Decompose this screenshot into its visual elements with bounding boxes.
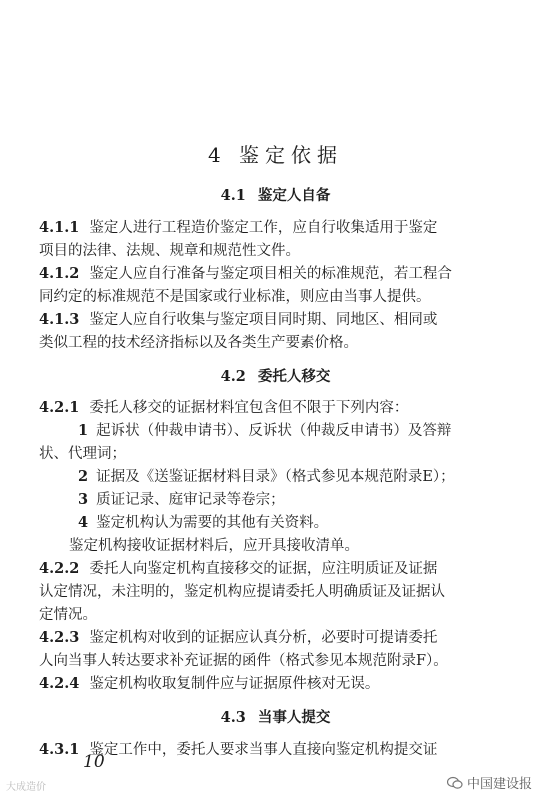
- list-item-1-line1: [78, 421, 451, 441]
- clause-text: 鉴定机构对收到的证据应认真分析，必要时可提请委托: [89, 630, 438, 646]
- list-item-3: [78, 490, 285, 510]
- clause-text: 委托人移交的证据材料宜包含但不限于下列内容：: [89, 400, 409, 416]
- section-number: 4.1: [220, 187, 246, 204]
- section-label: 委托人移交: [257, 369, 331, 385]
- list-item-1-line2: 状、代理词；: [39, 446, 126, 462]
- watermark-left: 大成造价: [6, 782, 46, 793]
- section-title-4-3: [0, 706, 551, 727]
- list-item-number: 1: [78, 422, 89, 439]
- list-item-2: [78, 467, 455, 487]
- list-item-number: 3: [78, 491, 89, 508]
- section-label: 鉴定人自备: [257, 188, 331, 204]
- page-number: 10: [83, 752, 105, 772]
- clause-text: 鉴定人应自行收集与鉴定项目同时期、同地区、相同或: [89, 312, 438, 328]
- clause-text: 鉴定人进行工程造价鉴定工作，应自行收集适用于鉴定: [89, 220, 438, 236]
- clause-text: 鉴定工作中，委托人要求当事人直接向鉴定机构提交证: [89, 742, 438, 758]
- section-label: 当事人提交: [257, 710, 331, 726]
- clause-4-1-1-line2: 项目的法律、法规、规章和规范性文件。: [39, 243, 300, 259]
- clause-4-2-4: [39, 674, 379, 694]
- list-item-number: 2: [78, 468, 89, 485]
- clause-4-2-1-line1: [39, 398, 408, 418]
- clause-number: 4.2.2: [39, 560, 80, 577]
- wechat-icon: [447, 776, 463, 790]
- list-item-4: [78, 513, 328, 533]
- clause-4-1-2-line2: 同约定的标准规范不是国家或行业标准，则应由当事人提供。: [39, 289, 431, 305]
- list-item-text: 起诉状（仲裁申请书）、反诉状（仲裁反申请书）及答辩: [96, 423, 452, 439]
- list-item-text: 鉴定机构认为需要的其他有关资料。: [96, 515, 329, 531]
- clause-text: 鉴定人应自行准备与鉴定项目相关的标准规范，若工程合: [89, 266, 452, 282]
- clause-4-2-3-line2: 人向当事人转达要求补充证据的函件（格式参见本规范附录F）。: [39, 653, 448, 669]
- section-number: 4.3: [220, 709, 246, 726]
- section-title-4-1: [0, 184, 551, 205]
- section-title-4-2: [0, 365, 551, 386]
- section-number: 4.2: [220, 368, 246, 385]
- clause-number: 4.2.4: [39, 675, 80, 692]
- clause-number: 4.3.1: [39, 741, 80, 758]
- clause-4-1-3-line2: 类似工程的技术经济指标以及各类生产要素价格。: [39, 335, 358, 351]
- clause-4-2-2-line3: 定情况。: [39, 607, 97, 623]
- watermark-right: [447, 773, 532, 792]
- chapter-title: 4 鉴定依据: [207, 143, 344, 167]
- clause-number: 4.2.1: [39, 399, 80, 416]
- clause-4-1-3-line1: [39, 310, 437, 330]
- clause-4-2-3-line1: [39, 628, 437, 648]
- clause-4-2-2-line1: [39, 559, 437, 579]
- clause-4-1-2-line1: [39, 264, 452, 284]
- list-item-text: 质证记录、庭审记录等卷宗；: [96, 492, 285, 508]
- clause-number: 4.1.2: [39, 265, 80, 282]
- watermark-right-text: 中国建设报: [467, 777, 533, 792]
- clause-4-2-1-tail: 鉴定机构接收证据材料后，应开具接收清单。: [69, 538, 359, 554]
- clause-number: 4.2.3: [39, 629, 80, 646]
- list-item-text: 证据及《送鉴证据材料目录》（格式参见本规范附录E）；: [96, 469, 455, 485]
- clause-number: 4.1.1: [39, 219, 80, 236]
- clause-text: 鉴定机构收取复制件应与证据原件核对无误。: [89, 676, 380, 692]
- clause-text: 委托人向鉴定机构直接移交的证据，应注明质证及证据: [89, 561, 438, 577]
- clause-4-2-2-line2: 认定情况，未注明的，鉴定机构应提请委托人明确质证及证据认: [39, 584, 445, 600]
- clause-number: 4.1.3: [39, 311, 80, 328]
- list-item-number: 4: [78, 514, 89, 531]
- clause-4-1-1-line1: [39, 218, 437, 238]
